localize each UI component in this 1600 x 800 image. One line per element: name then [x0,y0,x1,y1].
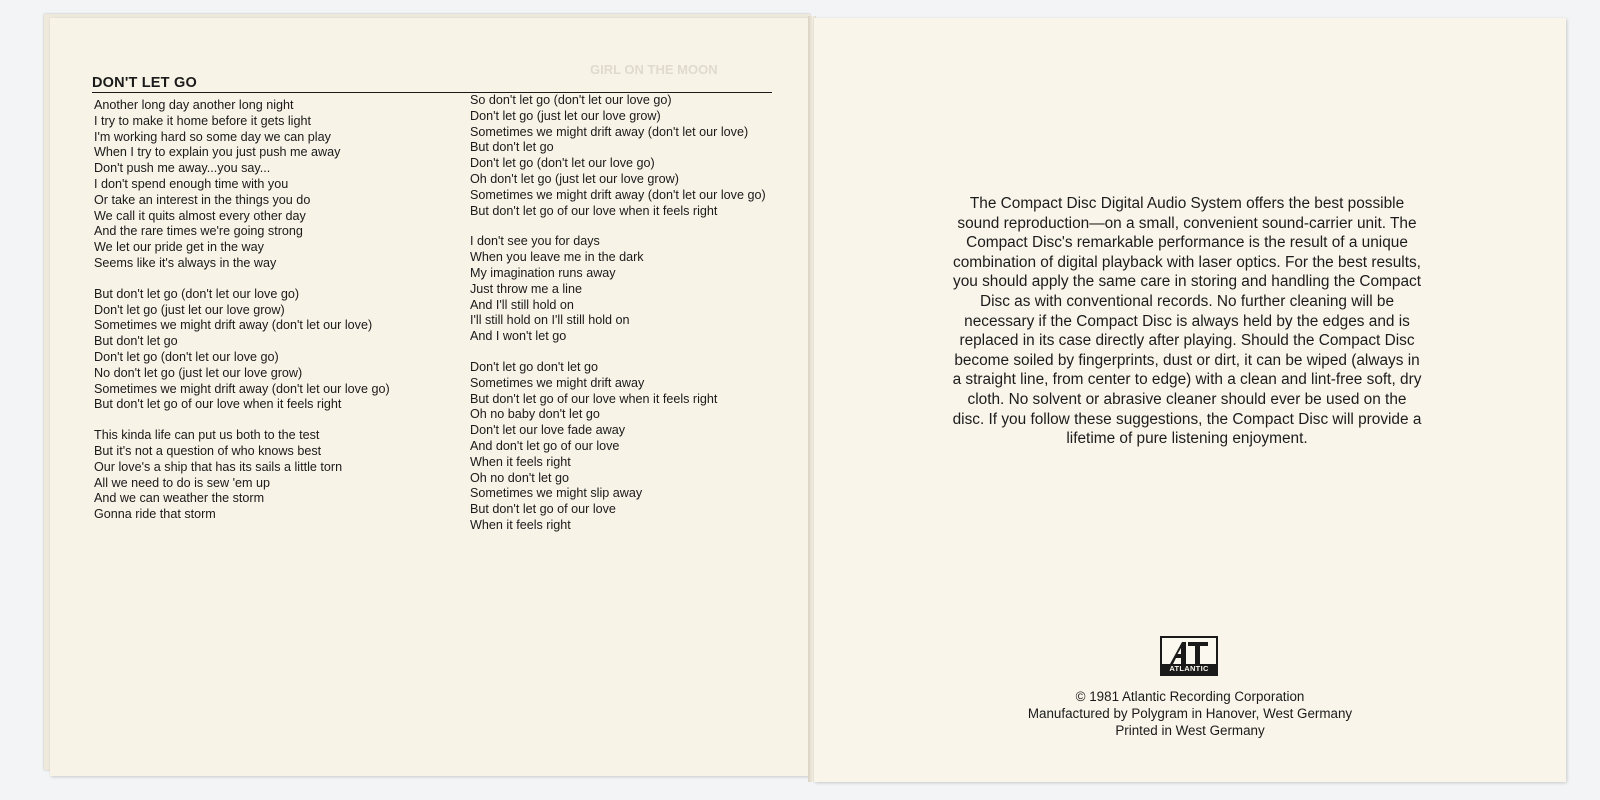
lyric-line: Sometimes we might drift away (don't let our love go) [94,381,390,396]
lyric-line: Or take an interest in the things you do [94,192,311,207]
lyric-line: And don't let go of our love [470,438,620,453]
lyric-line: Gonna ride that storm [94,507,216,522]
lyric-line: Don't let our love fade away [470,423,626,438]
lyric-line: So don't let go (don't let our love go) [470,93,672,107]
lyric-line: And I won't let go [470,329,567,344]
lyric-stanza [94,287,444,413]
lyric-line: When you leave me in the dark [470,250,644,265]
lyric-line: No don't let go (just let our love grow) [94,365,303,380]
lyric-line: Sometimes we might drift away [470,375,645,390]
lyric-line: Don't let go (don't let our love go) [94,349,279,364]
lyric-line: Another long day another long night [94,98,294,112]
show-through-title: GIRL ON THE MOON [590,62,718,77]
lyric-line: I don't see you for days [470,234,600,249]
atlantic-logo [1160,636,1218,676]
lyric-line: When I try to explain you just push me away [94,145,341,160]
credit-line: Printed in West Germany [1115,723,1265,738]
lyric-line: Our love's a ship that has its sails a little torn [94,459,343,474]
lyric-line: And we can weather the storm [94,491,265,506]
lyric-line: Oh don't let go (just let our love grow) [470,171,679,186]
lyric-line: But don't let go of our love when it feels right [470,203,718,218]
atlantic-a-icon [1162,638,1216,666]
lyric-line: This kinda life can put us both to the test [94,428,320,443]
lyric-line: But don't let go of our love when it feels right [94,397,342,412]
lyric-line: We call it quits almost every other day [94,208,306,223]
lyric-line: Just throw me a line [470,281,582,296]
lyric-line: Don't let go (just let our love grow) [470,108,661,123]
atlantic-logo-label: ATLANTIC [1162,664,1216,674]
lyrics-column-right [470,93,790,549]
song-title-rule [92,72,772,93]
credit-line: © 1981 Atlantic Recording Corporation [1075,689,1305,704]
lyric-line: Don't let go (just let our love grow) [94,302,285,317]
compact-disc-care-text: The Compact Disc Digital Audio System offers the best possible sound reproduction—on a small, convenient sound-carrier unit. The Compact Disc's remarkable performance is the result of a unique combination of digital playback with laser optics. For the best results, you should apply the same care in storing and handling the Compact Disc as with conventional records. No further cleaning will be necessary if the Compact Disc is always held by the edges and is replaced in its case directly after playing. Should the Compact Disc become soiled by fingerprints, dust or dirt, it can be wiped (always in a straight line, from center to edge) with a clean and lint-free soft, dry cloth. No solvent or abrasive cleaner should ever be used on the disc. If you follow these suggestions, the Compact Disc will provide a lifetime of pure listening enjoyment. [952,195,1422,448]
lyric-stanza [470,360,790,534]
lyric-line: When it feels right [470,454,571,469]
lyric-line: I'm working hard so some day we can play [94,129,331,144]
lyric-line: Sometimes we might drift away (don't let our love go) [470,187,766,202]
lyric-line: Sometimes we might slip away [470,486,643,501]
lyric-line: Oh no baby don't let go [470,407,600,422]
lyric-line: But don't let go [470,140,554,155]
lyric-line: I don't spend enough time with you [94,176,289,191]
lyrics-column-left [94,98,444,538]
lyric-line: I try to make it home before it gets light [94,113,311,128]
lyric-stanza [94,428,444,523]
lyric-line: Don't let go don't let go [470,359,599,374]
lyric-line: Don't push me away...you say... [94,161,271,176]
lyric-line: My imagination runs away [470,265,616,280]
lyric-line: We let our pride get in the way [94,240,264,255]
copyright-credits [990,688,1390,739]
lyric-line: But don't let go (don't let our love go) [94,286,300,301]
lyric-line: I'll still hold on I'll still hold on [470,313,630,328]
song-title: DON'T LET GO [92,75,197,91]
lyric-line: Seems like it's always in the way [94,255,277,270]
lyric-line: But don't let go [94,334,178,349]
lyric-line: Don't let go (don't let our love go) [470,156,655,171]
lyric-line: And I'll still hold on [470,297,574,312]
lyric-line: But it's not a question of who knows best [94,443,322,458]
lyric-stanza [470,93,790,219]
lyric-stanza [470,234,790,345]
lyric-line: Oh no don't let go [470,470,570,485]
lyric-line: All we need to do is sew 'em up [94,475,271,490]
lyric-line: But don't let go of our love [470,502,616,517]
lyric-line: But don't let go of our love when it feels right [470,391,718,406]
lyric-line: Sometimes we might drift away (don't let our love) [94,318,373,333]
lyric-stanza [94,98,444,272]
lyric-line: When it feels right [470,517,571,532]
lyric-line: Sometimes we might drift away (don't let our love) [470,124,749,139]
lyric-line: And the rare times we're going strong [94,224,303,239]
credit-line: Manufactured by Polygram in Hanover, West Germany [1027,706,1353,721]
